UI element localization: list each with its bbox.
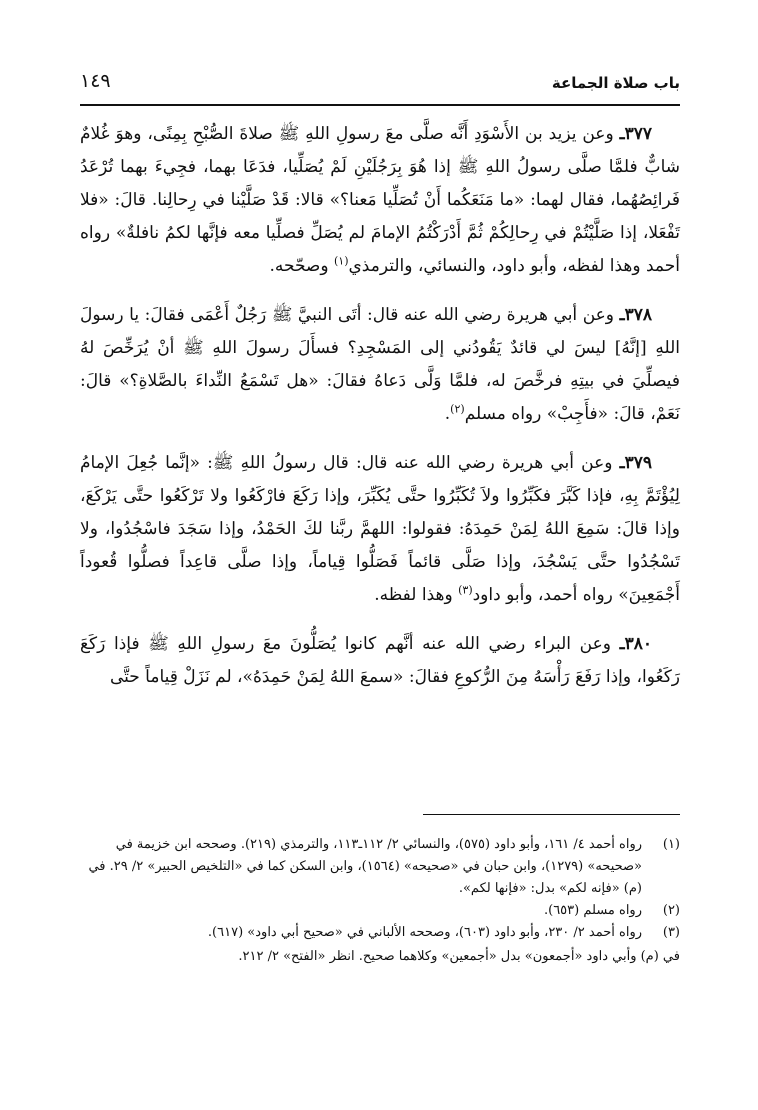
footnote-continuation: في (م) وأبي داود «أجمعون» بدل «أجمعين» وكلاهما صحيح. انظر «الفتح» ٢/ ٢١٢. [238,949,680,964]
footnote-mark: (٣) [662,925,680,940]
footnotes [80,834,680,968]
page-number: ١٤٩ [80,70,111,92]
hadith-text-end: . [444,404,451,424]
footnote-ref: (٢) [450,402,465,416]
hadith-text: وعن البراء رضي الله عنه أنَّهم كانوا يُصَلُّونَ معَ رسولِ اللهِ ﷺ فإذا رَكَعَ رَكَعُوا، وإذا رَفَعَ رَأْسَهُ مِنَ الرُّكوعِ فقالَ: «سمعَ اللهُ لِمَنْ حَمِدَهُ»، لم نَزَلْ قِياماً حتَّى [80,634,680,687]
hadith-number: ٣٧٧ـ [619,124,652,144]
hadith-number: ٣٧٨ـ [619,305,652,325]
footnote-1 [80,834,680,900]
footnote-ref: (٣) [458,583,473,597]
running-header [80,70,680,102]
hadith-text-end: وهذا لفظه. [374,585,453,605]
footnote-text: رواه مسلم (٦٥٣). [543,903,642,918]
hadith-380 [80,628,680,694]
footnote-mark: (١) [662,837,680,852]
hadith-377 [80,118,680,283]
hadith-378 [80,299,680,431]
chapter-title: باب صلاة الجماعة [551,74,680,92]
hadith-number: ٣٨٠ـ [619,634,653,654]
main-text [80,118,680,694]
footnote-mark: (٢) [662,903,680,918]
hadith-text: وعن أبي هريرة رضي الله عنه قال: أتَى النبيَّ ﷺ رَجُلٌ أَعْمَى فقالَ: يا رسولَ اللهِ [إنَّهُ] ليسَ لي قائدٌ يَقُودُني إلى المَسْجِدِ؟ فسأَلَ رسولَ اللهِ ﷺ أنْ يُرَخِّصَ لهُ فيصلِّيَ في بيتِهِ فرخَّصَ له، فلمَّا وَلَّى دَعاهُ فقالَ: «هل تَسْمَعُ النِّداءَ بالصَّلاةِ؟» قالَ: نَعَمْ، قالَ: «فأَجِبْ» رواه مسلم [80,305,680,424]
footnote-text: رواه أحمد ٤/ ١٦١، وأبو داود (٥٧٥)، والنسائي ٢/ ١١٢ـ١١٣، والترمذي (٢١٩). وصححه ابن خزيمة في «صحيحه» (١٢٧٩)، وابن حبان في «صحيحه» (١٥٦٤)، وابن السكن كما في «التلخيص الحبير» ٢/ ٢٩. في (م) «فإنه لكم» بدل: «فإنها لكم». [88,837,642,896]
footnote-2 [80,900,680,922]
footnote-3 [80,922,680,944]
header-rule [80,104,680,106]
footnote-rule [423,814,680,815]
footnote-ref: (١) [333,254,349,268]
hadith-379 [80,447,680,612]
hadith-number: ٣٧٩ـ [619,453,653,473]
hadith-text: وعن أبي هريرة رضي الله عنه قال: قال رسولُ اللهِ ﷺ: «إنَّما جُعِلَ الإمامُ لِيُؤْتَمَّ بِهِ، فإذا كَبَّرَ فكَبِّرُوا ولاَ تُكَبِّرُوا حتَّى يُكَبِّرَ، وإذا رَكَعَ فارْكَعُوا ولا تَرْكَعُوا حتَّى يَرْكَعَ، وإذا قالَ: سَمِعَ اللهُ لِمَنْ حَمِدَهُ: فقولوا: اللهمَّ ربَّنا لكَ الحَمْدُ، وإذا سَجَدَ فاسْجُدُوا، ولا تَسْجُدُوا حتَّى يَسْجُدَ، وإذا صَلَّى قائماً فَصَلُّوا قِياماً، وإذا صلَّى قاعِداً فصلُّوا قُعوداً أَجْمَعِينَ» رواه أحمد، وأبو داود [80,453,680,605]
hadith-text: وعن يزيد بن الأَسْوَدِ أَنَّه صلَّى معَ رسولِ اللهِ ﷺ صلاةَ الصُّبْحِ بِمِنًى، وهوَ غُلامٌ شابٌّ فلمَّا صلَّى رسولُ اللهِ ﷺ إذا هُوَ بِرَجُلَيْنِ لَمْ يُصَلِّيا، فدَعَا بهما، فجِيءَ بهما تُرْعَدُ فَرائِصُهُما، فقال لهما: «ما مَنَعَكُما أَنْ تُصَلِّيا مَعنا؟» قالا: قَدْ صَلَّيْنا في رِحالِنا. قالَ: «فلا تَفْعَلا، إذا صَلَّيْتُمْ في رِحالِكُمْ ثُمَّ أَدْرَكْتُمُ الإمامَ لم يُصَلِّ فصلِّيا معه فإنَّها لكمُ نافلةٌ» رواه أحمد وهذا لفظه، وأبو داود، والنسائي، والترمذي [80,124,680,276]
hadith-text-end: وصحّحه. [269,256,329,276]
footnote-text: رواه أحمد ٢/ ٢٣٠، وأبو داود (٦٠٣)، وصححه الألباني في «صحيح أبي داود» (٦١٧). [207,925,642,940]
